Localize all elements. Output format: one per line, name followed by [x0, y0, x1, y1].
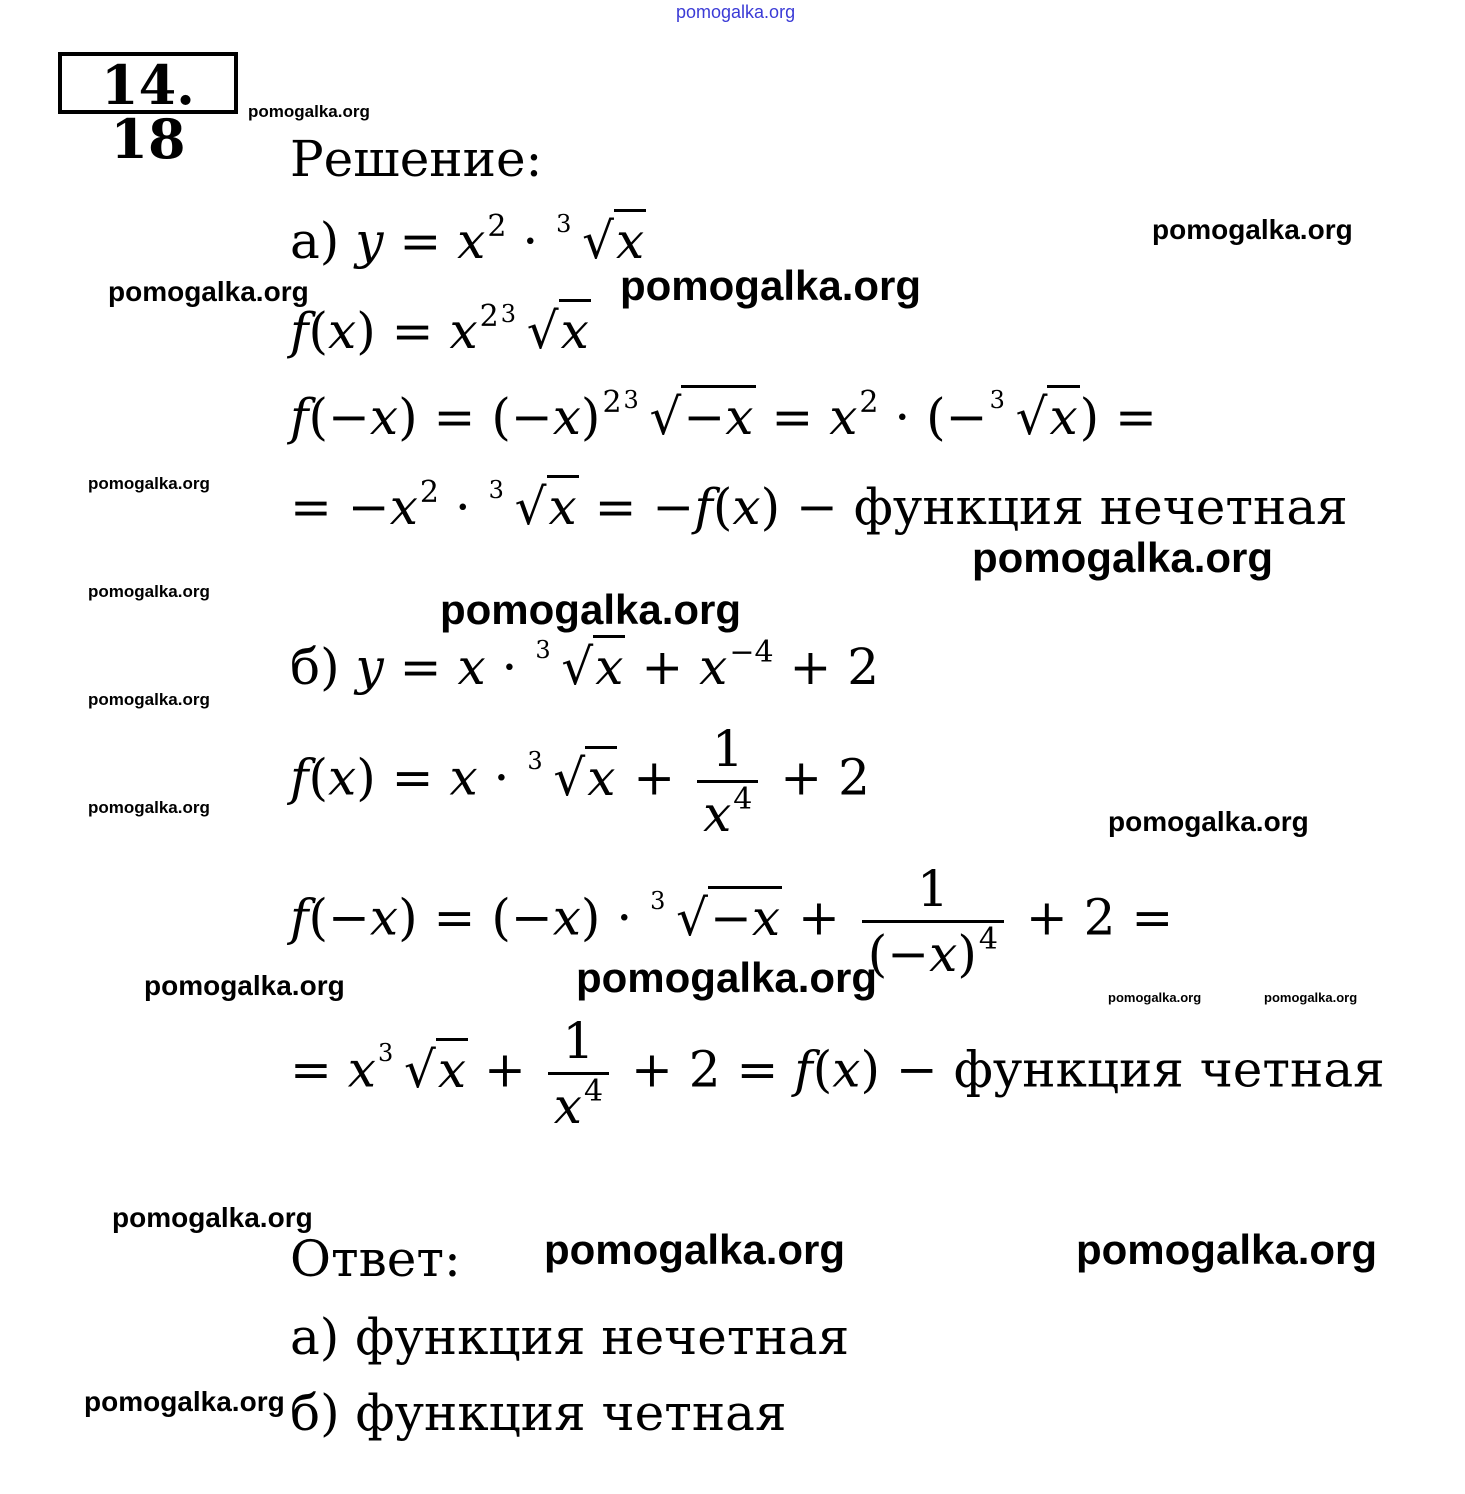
watermark: pomogalka.org — [1264, 990, 1358, 1005]
part-a-conclusion: функция нечетная — [853, 478, 1348, 536]
part-b-line-4: = x 3 √x + $\frac{1}{x^4}$ + 2 = f(x) − функция четная — [290, 1012, 1385, 1135]
part-a-line-3: $f(-x) = (-x)^2$ 3 $√-x = x^2$ · (− 3 √x) = — [290, 384, 1157, 446]
watermark: pomogalka.org — [576, 954, 878, 1001]
part-a-line-2: $f(x) = x^2$ 3 √x — [290, 298, 589, 360]
watermark: pomogalka.org — [620, 262, 922, 309]
problem-number: 14. 18 — [58, 52, 238, 114]
answer-b: б) функция четная — [290, 1384, 787, 1442]
watermark: pomogalka.org — [84, 1386, 285, 1417]
watermark: pomogalka.org — [1152, 214, 1353, 245]
watermark: pomogalka.org — [144, 970, 345, 1001]
part-a-line-4: = $-x^2$ · 3 √x = −f(x) − функция нечетная — [290, 474, 1348, 536]
watermark: pomogalka.org — [1108, 806, 1309, 837]
answer-a: а) функция нечетная — [290, 1308, 850, 1366]
watermark: pomogalka.org — [88, 582, 210, 601]
part-a-line-1: а) $y = x^2$ · 3 √x — [290, 208, 645, 270]
part-b-conclusion: функция четная — [953, 1040, 1385, 1099]
watermark: pomogalka.org — [88, 798, 210, 817]
watermark-top: pomogalka.org — [676, 2, 796, 22]
part-b-line-3: f(−x) = (−x) · 3 √−x + $\frac{1}{(-x)^4}$ + 2 = — [290, 860, 1174, 983]
watermark: pomogalka.org — [88, 690, 210, 709]
answer-heading: Ответ: — [290, 1230, 461, 1288]
watermark: pomogalka.org — [440, 586, 742, 633]
watermark: pomogalka.org — [248, 102, 370, 121]
watermark: pomogalka.org — [544, 1226, 846, 1273]
part-b-line-1: б) y = x · 3 $√x + x^{-4} + 2$ — [290, 634, 880, 696]
watermark: pomogalka.org — [108, 276, 309, 307]
watermark: pomogalka.org — [112, 1202, 313, 1233]
part-b-line-2: f(x) = x · 3 √x + $\frac{1}{x^4}$ + 2 — [290, 720, 870, 843]
watermark: pomogalka.org — [88, 474, 210, 493]
watermark: pomogalka.org — [1108, 990, 1202, 1005]
solution-heading: Решение: — [290, 130, 543, 188]
part-a-label: а) — [290, 212, 340, 270]
watermark: pomogalka.org — [1076, 1226, 1378, 1273]
watermark: pomogalka.org — [972, 534, 1274, 581]
part-b-label: б) — [290, 638, 340, 696]
